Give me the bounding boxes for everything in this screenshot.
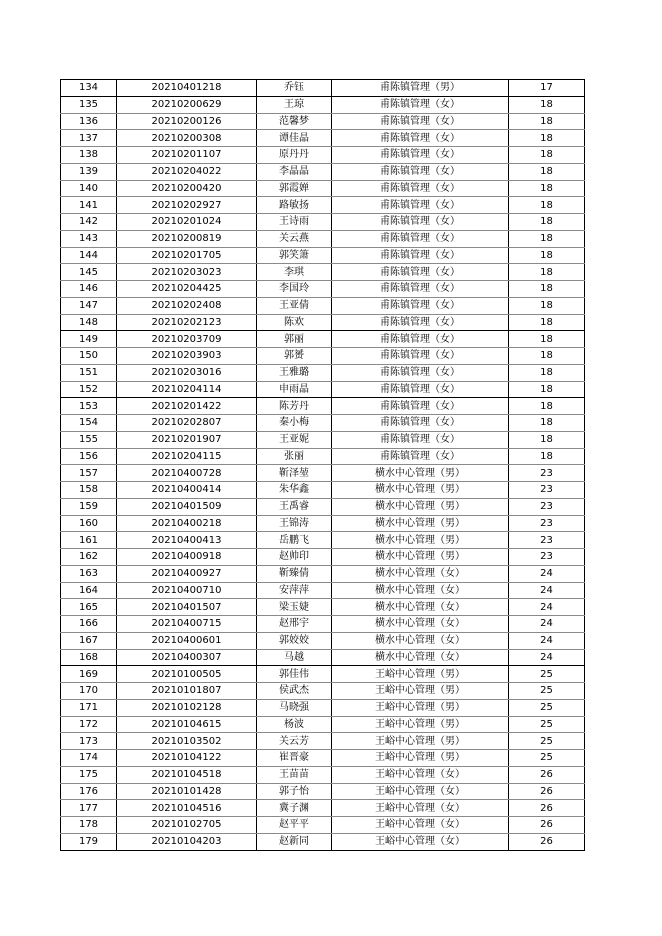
- position: 甫陈镇管理（女）: [332, 197, 509, 214]
- group-number: 18: [509, 264, 585, 281]
- group-number: 18: [509, 214, 585, 231]
- group-number: 25: [509, 699, 585, 716]
- candidate-name: 乔钰: [257, 80, 332, 97]
- position: 甫陈镇管理（女）: [332, 214, 509, 231]
- exam-id: 20210104122: [117, 750, 257, 767]
- exam-id: 20210202408: [117, 297, 257, 314]
- position: 甫陈镇管理（女）: [332, 163, 509, 180]
- row-number: 176: [61, 783, 117, 800]
- row-number: 178: [61, 817, 117, 834]
- candidate-name: 路敏扬: [257, 197, 332, 214]
- position: 甫陈镇管理（女）: [332, 364, 509, 381]
- group-number: 18: [509, 448, 585, 465]
- candidate-name: 王诗雨: [257, 214, 332, 231]
- table-row: [61, 364, 585, 381]
- exam-id: 20210400715: [117, 616, 257, 633]
- position: 王峪中心管理（男）: [332, 716, 509, 733]
- position: 甫陈镇管理（女）: [332, 264, 509, 281]
- candidate-name: 关云芳: [257, 733, 332, 750]
- position: 横水中心管理（女）: [332, 599, 509, 616]
- position: 横水中心管理（女）: [332, 632, 509, 649]
- group-number: 18: [509, 331, 585, 348]
- row-number: 153: [61, 398, 117, 415]
- candidate-name: 郭赟: [257, 348, 332, 365]
- position: 横水中心管理（女）: [332, 649, 509, 666]
- candidate-name: 朱华鑫: [257, 482, 332, 499]
- row-number: 148: [61, 314, 117, 331]
- table-row: [61, 113, 585, 130]
- table-row: [61, 549, 585, 566]
- candidate-name: 王雅璐: [257, 364, 332, 381]
- group-number: 23: [509, 549, 585, 566]
- position: 甫陈镇管理（女）: [332, 381, 509, 398]
- exam-id: 20210104516: [117, 800, 257, 817]
- position: 甫陈镇管理（女）: [332, 147, 509, 164]
- row-number: 163: [61, 565, 117, 582]
- position: 甫陈镇管理（女）: [332, 431, 509, 448]
- position: 甫陈镇管理（女）: [332, 448, 509, 465]
- group-number: 18: [509, 197, 585, 214]
- candidate-name: 李琪: [257, 264, 332, 281]
- table-row: [61, 632, 585, 649]
- group-number: 18: [509, 314, 585, 331]
- candidate-name: 王亚倩: [257, 297, 332, 314]
- group-number: 18: [509, 364, 585, 381]
- table-row: [61, 683, 585, 700]
- row-number: 150: [61, 348, 117, 365]
- group-number: 25: [509, 733, 585, 750]
- exam-id: 20210201705: [117, 247, 257, 264]
- position: 甫陈镇管理（女）: [332, 130, 509, 147]
- table-row: [61, 532, 585, 549]
- group-number: 18: [509, 130, 585, 147]
- table-row: [61, 817, 585, 834]
- group-number: 24: [509, 565, 585, 582]
- group-number: 18: [509, 147, 585, 164]
- table-row: [61, 80, 585, 97]
- row-number: 151: [61, 364, 117, 381]
- exam-id: 20210400218: [117, 515, 257, 532]
- candidate-name: 王苗苗: [257, 766, 332, 783]
- row-number: 154: [61, 415, 117, 432]
- row-number: 167: [61, 632, 117, 649]
- table-row: [61, 247, 585, 264]
- table-row: [61, 766, 585, 783]
- group-number: 24: [509, 616, 585, 633]
- group-number: 18: [509, 431, 585, 448]
- exam-id: 20210101807: [117, 683, 257, 700]
- position: 横水中心管理（女）: [332, 616, 509, 633]
- position: 甫陈镇管理（男）: [332, 80, 509, 97]
- score-table: [60, 79, 585, 851]
- candidate-name: 郭霞婵: [257, 180, 332, 197]
- group-number: 26: [509, 766, 585, 783]
- candidate-name: 杨波: [257, 716, 332, 733]
- candidate-name: 李国玲: [257, 281, 332, 298]
- candidate-name: 李晶晶: [257, 163, 332, 180]
- row-number: 173: [61, 733, 117, 750]
- row-number: 171: [61, 699, 117, 716]
- table-row: [61, 716, 585, 733]
- exam-id: 20210200629: [117, 96, 257, 113]
- group-number: 18: [509, 297, 585, 314]
- candidate-name: 冀子渊: [257, 800, 332, 817]
- candidate-name: 郭丽: [257, 331, 332, 348]
- candidate-name: 梁玉婕: [257, 599, 332, 616]
- row-number: 139: [61, 163, 117, 180]
- group-number: 25: [509, 683, 585, 700]
- table-row: [61, 398, 585, 415]
- position: 甫陈镇管理（女）: [332, 113, 509, 130]
- position: 甫陈镇管理（女）: [332, 314, 509, 331]
- position: 王峪中心管理（女）: [332, 783, 509, 800]
- position: 王峪中心管理（女）: [332, 833, 509, 850]
- exam-id: 20210201107: [117, 147, 257, 164]
- table-row: [61, 297, 585, 314]
- candidate-name: 侯武杰: [257, 683, 332, 700]
- exam-id: 20210400307: [117, 649, 257, 666]
- table-row: [61, 264, 585, 281]
- exam-id: 20210203709: [117, 331, 257, 348]
- table-row: [61, 465, 585, 482]
- position: 王峪中心管理（女）: [332, 766, 509, 783]
- group-number: 18: [509, 398, 585, 415]
- position: 横水中心管理（女）: [332, 565, 509, 582]
- row-number: 157: [61, 465, 117, 482]
- exam-id: 20210204114: [117, 381, 257, 398]
- exam-id: 20210400414: [117, 482, 257, 499]
- position: 横水中心管理（女）: [332, 582, 509, 599]
- row-number: 146: [61, 281, 117, 298]
- row-number: 156: [61, 448, 117, 465]
- position: 甫陈镇管理（女）: [332, 331, 509, 348]
- exam-id: 20210400927: [117, 565, 257, 582]
- group-number: 18: [509, 96, 585, 113]
- candidate-name: 赵平平: [257, 817, 332, 834]
- exam-id: 20210200126: [117, 113, 257, 130]
- group-number: 26: [509, 817, 585, 834]
- row-number: 158: [61, 482, 117, 499]
- exam-id: 20210202807: [117, 415, 257, 432]
- group-number: 24: [509, 599, 585, 616]
- position: 甫陈镇管理（女）: [332, 247, 509, 264]
- group-number: 25: [509, 666, 585, 683]
- row-number: 144: [61, 247, 117, 264]
- table-row: [61, 565, 585, 582]
- table-row: [61, 482, 585, 499]
- group-number: 23: [509, 498, 585, 515]
- table-row: [61, 431, 585, 448]
- exam-id: 20210200420: [117, 180, 257, 197]
- row-number: 161: [61, 532, 117, 549]
- table-row: [61, 147, 585, 164]
- candidate-name: 马越: [257, 649, 332, 666]
- exam-id: 20210401218: [117, 80, 257, 97]
- group-number: 18: [509, 247, 585, 264]
- exam-id: 20210400918: [117, 549, 257, 566]
- row-number: 147: [61, 297, 117, 314]
- candidate-name: 岳鹏飞: [257, 532, 332, 549]
- exam-id: 20210203903: [117, 348, 257, 365]
- exam-id: 20210201907: [117, 431, 257, 448]
- candidate-name: 郭子怡: [257, 783, 332, 800]
- row-number: 170: [61, 683, 117, 700]
- row-number: 179: [61, 833, 117, 850]
- candidate-name: 马晓强: [257, 699, 332, 716]
- candidate-name: 谭佳晶: [257, 130, 332, 147]
- group-number: 17: [509, 80, 585, 97]
- candidate-name: 郭姣姣: [257, 632, 332, 649]
- row-number: 145: [61, 264, 117, 281]
- candidate-name: 靳泽堃: [257, 465, 332, 482]
- position: 王峪中心管理（男）: [332, 683, 509, 700]
- table-row: [61, 498, 585, 515]
- exam-id: 20210201422: [117, 398, 257, 415]
- exam-id: 20210401507: [117, 599, 257, 616]
- group-number: 26: [509, 783, 585, 800]
- row-number: 135: [61, 96, 117, 113]
- candidate-name: 王琼: [257, 96, 332, 113]
- row-number: 175: [61, 766, 117, 783]
- table-row: [61, 415, 585, 432]
- table-row: [61, 599, 585, 616]
- candidate-name: 赵邢宇: [257, 616, 332, 633]
- candidate-name: 原丹丹: [257, 147, 332, 164]
- table-row: [61, 800, 585, 817]
- position: 横水中心管理（男）: [332, 465, 509, 482]
- group-number: 18: [509, 163, 585, 180]
- row-number: 174: [61, 750, 117, 767]
- exam-id: 20210104203: [117, 833, 257, 850]
- row-number: 160: [61, 515, 117, 532]
- table-row: [61, 750, 585, 767]
- candidate-name: 张丽: [257, 448, 332, 465]
- exam-id: 20210401509: [117, 498, 257, 515]
- exam-id: 20210203016: [117, 364, 257, 381]
- candidate-name: 关云燕: [257, 230, 332, 247]
- position: 横水中心管理（男）: [332, 549, 509, 566]
- group-number: 23: [509, 482, 585, 499]
- position: 甫陈镇管理（女）: [332, 297, 509, 314]
- position: 王峪中心管理（男）: [332, 733, 509, 750]
- exam-id: 20210102705: [117, 817, 257, 834]
- group-number: 24: [509, 649, 585, 666]
- row-number: 140: [61, 180, 117, 197]
- exam-id: 20210204022: [117, 163, 257, 180]
- position: 王峪中心管理（男）: [332, 750, 509, 767]
- group-number: 23: [509, 515, 585, 532]
- row-number: 177: [61, 800, 117, 817]
- exam-id: 20210202123: [117, 314, 257, 331]
- table-row: [61, 214, 585, 231]
- row-number: 172: [61, 716, 117, 733]
- exam-id: 20210100505: [117, 666, 257, 683]
- row-number: 141: [61, 197, 117, 214]
- exam-id: 20210203023: [117, 264, 257, 281]
- table-row: [61, 348, 585, 365]
- table-row: [61, 649, 585, 666]
- table-row: [61, 230, 585, 247]
- position: 王峪中心管理（女）: [332, 817, 509, 834]
- position: 甫陈镇管理（女）: [332, 415, 509, 432]
- candidate-name: 陈欢: [257, 314, 332, 331]
- position: 甫陈镇管理（女）: [332, 230, 509, 247]
- table-row: [61, 281, 585, 298]
- group-number: 23: [509, 532, 585, 549]
- row-number: 159: [61, 498, 117, 515]
- group-number: 26: [509, 800, 585, 817]
- exam-id: 20210201024: [117, 214, 257, 231]
- position: 王峪中心管理（女）: [332, 800, 509, 817]
- candidate-name: 安萍萍: [257, 582, 332, 599]
- row-number: 168: [61, 649, 117, 666]
- row-number: 169: [61, 666, 117, 683]
- group-number: 23: [509, 465, 585, 482]
- group-number: 18: [509, 281, 585, 298]
- exam-id: 20210202927: [117, 197, 257, 214]
- table-row: [61, 783, 585, 800]
- exam-id: 20210400413: [117, 532, 257, 549]
- row-number: 166: [61, 616, 117, 633]
- row-number: 162: [61, 549, 117, 566]
- exam-id: 20210102128: [117, 699, 257, 716]
- table-row: [61, 833, 585, 850]
- row-number: 138: [61, 147, 117, 164]
- position: 王峪中心管理（男）: [332, 699, 509, 716]
- row-number: 142: [61, 214, 117, 231]
- candidate-name: 王禹睿: [257, 498, 332, 515]
- row-number: 164: [61, 582, 117, 599]
- position: 横水中心管理（男）: [332, 515, 509, 532]
- candidate-name: 崔晋豪: [257, 750, 332, 767]
- group-number: 18: [509, 230, 585, 247]
- exam-id: 20210101428: [117, 783, 257, 800]
- exam-id: 20210104615: [117, 716, 257, 733]
- candidate-name: 申雨晶: [257, 381, 332, 398]
- table-row: [61, 448, 585, 465]
- position: 王峪中心管理（男）: [332, 666, 509, 683]
- exam-id: 20210103502: [117, 733, 257, 750]
- position: 甫陈镇管理（女）: [332, 180, 509, 197]
- table-row: [61, 666, 585, 683]
- exam-id: 20210400601: [117, 632, 257, 649]
- candidate-name: 郭佳伟: [257, 666, 332, 683]
- exam-id: 20210204115: [117, 448, 257, 465]
- candidate-name: 郭笑箫: [257, 247, 332, 264]
- position: 甫陈镇管理（女）: [332, 281, 509, 298]
- group-number: 18: [509, 180, 585, 197]
- table-row: [61, 314, 585, 331]
- candidate-name: 范馨梦: [257, 113, 332, 130]
- group-number: 25: [509, 716, 585, 733]
- table-row: [61, 699, 585, 716]
- row-number: 155: [61, 431, 117, 448]
- exam-id: 20210200819: [117, 230, 257, 247]
- group-number: 25: [509, 750, 585, 767]
- row-number: 136: [61, 113, 117, 130]
- exam-id: 20210400710: [117, 582, 257, 599]
- exam-id: 20210104518: [117, 766, 257, 783]
- table-row: [61, 515, 585, 532]
- group-number: 18: [509, 415, 585, 432]
- group-number: 18: [509, 348, 585, 365]
- position: 横水中心管理（男）: [332, 498, 509, 515]
- table-row: [61, 381, 585, 398]
- group-number: 26: [509, 833, 585, 850]
- row-number: 137: [61, 130, 117, 147]
- exam-id: 20210204425: [117, 281, 257, 298]
- table-row: [61, 331, 585, 348]
- table-row: [61, 163, 585, 180]
- group-number: 18: [509, 113, 585, 130]
- group-number: 18: [509, 381, 585, 398]
- exam-id: 20210400728: [117, 465, 257, 482]
- row-number: 143: [61, 230, 117, 247]
- table-row: [61, 180, 585, 197]
- table-row: [61, 197, 585, 214]
- table-row: [61, 130, 585, 147]
- row-number: 134: [61, 80, 117, 97]
- candidate-name: 赵新同: [257, 833, 332, 850]
- position: 横水中心管理（男）: [332, 532, 509, 549]
- position: 甫陈镇管理（女）: [332, 398, 509, 415]
- table-row: [61, 582, 585, 599]
- position: 甫陈镇管理（女）: [332, 348, 509, 365]
- candidate-name: 秦小梅: [257, 415, 332, 432]
- position: 横水中心管理（男）: [332, 482, 509, 499]
- group-number: 24: [509, 632, 585, 649]
- candidate-name: 赵帅印: [257, 549, 332, 566]
- table-body: [61, 80, 585, 851]
- group-number: 24: [509, 582, 585, 599]
- row-number: 165: [61, 599, 117, 616]
- table-row: [61, 616, 585, 633]
- exam-id: 20210200308: [117, 130, 257, 147]
- candidate-name: 王锦涛: [257, 515, 332, 532]
- table-row: [61, 96, 585, 113]
- candidate-name: 靳臻倩: [257, 565, 332, 582]
- table-row: [61, 733, 585, 750]
- row-number: 149: [61, 331, 117, 348]
- candidate-name: 陈芳丹: [257, 398, 332, 415]
- position: 甫陈镇管理（女）: [332, 96, 509, 113]
- candidate-name: 王亚妮: [257, 431, 332, 448]
- row-number: 152: [61, 381, 117, 398]
